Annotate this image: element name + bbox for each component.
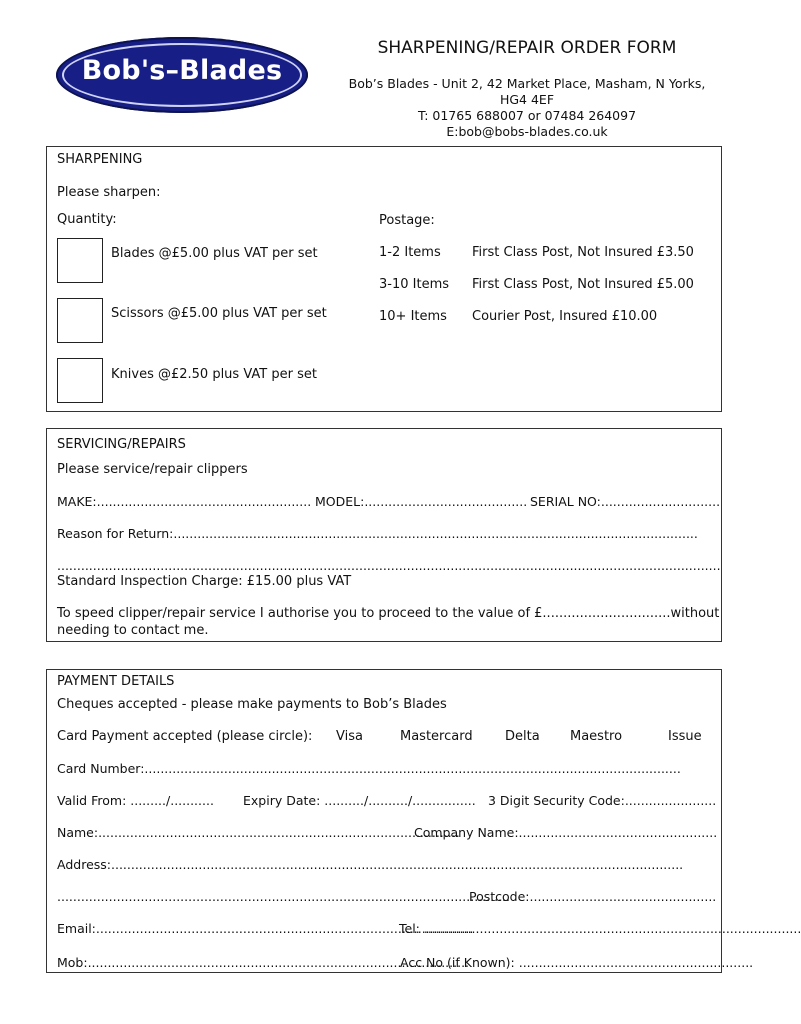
address-field-continued[interactable]: .................................................................................................................. (57, 889, 510, 904)
blades-label: Blades @£5.00 plus VAT per set (111, 246, 318, 261)
quantity-label: Quantity: (57, 212, 117, 227)
tel-field[interactable]: Tel: ............................................................................................... (399, 921, 801, 936)
security-code-field[interactable]: 3 Digit Security Code:....................... (488, 793, 717, 808)
authorise-text-line1: To speed clipper/repair service I authorise you to proceed to the value of £...............................without (57, 606, 720, 621)
name-field[interactable]: Name:........................................................................................... (57, 825, 460, 840)
address-field[interactable]: Address:................................................................................................................................................ (57, 857, 684, 872)
please-sharpen-label: Please sharpen: (57, 185, 161, 200)
reason-field[interactable]: Reason for Return:.................................................................................................................................... (57, 526, 698, 541)
postage-qty-2: 3-10 Items (379, 277, 450, 292)
postage-desc-3: Courier Post, Insured £10.00 (472, 309, 658, 324)
card-option-delta[interactable]: Delta (505, 729, 540, 744)
contact-phone: T: 01765 688007 or 07484 264097 (417, 108, 637, 123)
valid-from-field[interactable]: Valid From: ........./........... (57, 793, 214, 808)
card-option-mastercard[interactable]: Mastercard (400, 729, 473, 744)
expiry-date-field[interactable]: Expiry Date: ........../........../................ (243, 793, 476, 808)
card-number-field[interactable]: Card Number:....................................................................................................................................... (57, 761, 681, 776)
reason-field-continued[interactable]: ....................................................................................................................................................................... (57, 558, 721, 573)
scissors-quantity-box[interactable] (57, 298, 103, 343)
serial-field[interactable]: SERIAL NO:.............................. (530, 494, 721, 509)
postage-desc-2: First Class Post, Not Insured £5.00 (472, 277, 694, 292)
please-service-label: Please service/repair clippers (57, 462, 248, 477)
mob-field[interactable]: Mob:................................................................................................ (57, 955, 470, 970)
make-field[interactable]: MAKE:...................................................... (57, 494, 312, 509)
postage-qty-3: 10+ Items (379, 309, 447, 324)
card-accepted-label: Card Payment accepted (please circle): (57, 729, 313, 744)
knives-quantity-box[interactable] (57, 358, 103, 403)
issue-field[interactable]: Issue (668, 729, 702, 744)
company-name-field[interactable]: Company Name:.................................................. (414, 825, 718, 840)
servicing-heading: SERVICING/REPAIRS (57, 437, 186, 452)
account-number-field[interactable]: Acc No (if Known): ........................................................... (400, 955, 754, 970)
inspection-charge: Standard Inspection Charge: £15.00 plus VAT (57, 574, 352, 589)
card-option-visa[interactable]: Visa (336, 729, 363, 744)
blades-quantity-box[interactable] (57, 238, 103, 283)
card-option-maestro[interactable]: Maestro (570, 729, 623, 744)
postcode-field[interactable]: Postcode:............................................... (469, 889, 717, 904)
address-line-2: HG4 4EF (499, 92, 555, 107)
company-logo (56, 37, 308, 113)
address-line-1: Bob’s Blades - Unit 2, 42 Market Place, Masham, N Yorks, (348, 76, 706, 91)
sharpening-heading: SHARPENING (57, 152, 143, 167)
authorise-text-line2: needing to contact me. (57, 623, 209, 638)
contact-email: E:bob@bobs-blades.co.uk (446, 124, 608, 139)
scissors-label: Scissors @£5.00 plus VAT per set (111, 306, 327, 321)
form-title: SHARPENING/REPAIR ORDER FORM (377, 38, 677, 58)
postage-qty-1: 1-2 Items (379, 245, 441, 260)
logo-text: Bob's–Blades (81, 55, 283, 86)
knives-label: Knives @£2.50 plus VAT per set (111, 367, 317, 382)
model-field[interactable]: MODEL:......................................... (315, 494, 528, 509)
payment-heading: PAYMENT DETAILS (57, 674, 175, 689)
postage-label: Postage: (379, 213, 435, 228)
postage-desc-1: First Class Post, Not Insured £3.50 (472, 245, 694, 260)
email-field[interactable]: Email:............................................................................................... (57, 921, 474, 936)
cheques-text: Cheques accepted - please make payments to Bob’s Blades (57, 697, 447, 712)
